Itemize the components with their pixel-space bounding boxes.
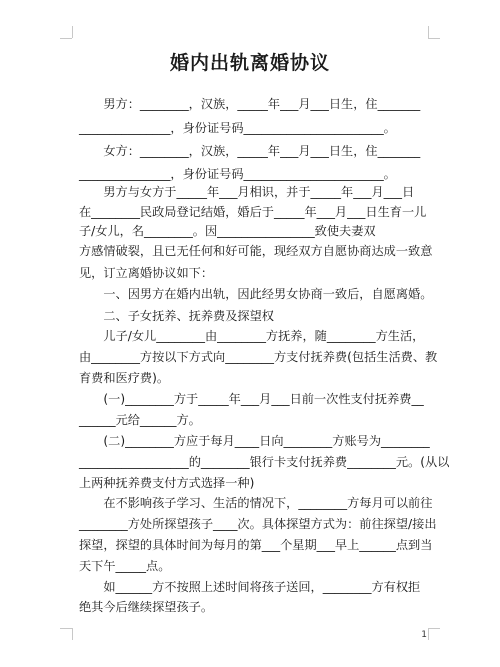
text-line: ________方处所探望孩子____次。具体探望方式为：前往探望/接出 <box>79 517 437 531</box>
text-line: 男方：________，汉族，_____年___月___日生，住_______ <box>79 97 421 111</box>
text-line: 儿子/女儿________由________方抚养，随________方生活， <box>79 329 425 343</box>
text-line: 在不影响孩子学习、生活的情况下，________方每月可以前往 <box>79 496 433 510</box>
crop-mark-top-right-v <box>428 26 429 38</box>
text-line: 男方与女方于_____年___月相识，并于_____年___月___日 <box>79 185 415 199</box>
text-line: __________________的________银行卡支付抚养费________元。(从以 <box>79 455 450 469</box>
text-line: ______元给______方。 <box>79 413 201 427</box>
crop-mark-top-left-v <box>72 26 73 38</box>
document-title: 婚内出轨离婚协议 <box>169 52 330 74</box>
crop-mark-bottom-right-v <box>428 628 429 640</box>
crop-mark-bottom-right-h <box>428 628 440 629</box>
text-line: 一、因男方在婚内出轨，因此经男女协商一致后，自愿离婚。 <box>79 287 433 301</box>
crop-mark-bottom-left-v <box>72 628 73 640</box>
text-line: 女方：________，汉族，_____年___月___日生，住_______ <box>79 144 421 158</box>
text-line: 子/女儿，名________。因________________致使夫妻双 <box>79 224 376 238</box>
text-line: 上两种抚养费支付方式选择一种) <box>79 476 255 490</box>
text-line: 二、子女抚养、抚养费及探望权 <box>79 309 274 323</box>
text-line: 天下午_____点。 <box>79 559 171 573</box>
crop-mark-bottom-left-h <box>60 628 72 629</box>
crop-mark-top-left-h <box>60 38 72 39</box>
text-line: 育费和医疗费)。 <box>79 371 170 385</box>
crop-mark-top-right-h <box>428 38 440 39</box>
page-number: 1 <box>421 630 427 640</box>
text-line: _______________，身份证号码_______________________。 <box>79 121 396 135</box>
text-line: 由________方按以下方式向________方支付抚养费(包括生活费、教 <box>79 350 438 364</box>
text-line: 见，订立离婚协议如下： <box>79 266 214 280</box>
text-line: _______________，身份证号码_______________________。 <box>79 167 396 181</box>
text-line: (二)________方应于每月____日向________方账号为________ <box>79 434 430 448</box>
text-line: 探望，探望的具体时间为每月的第___个星期___早上______点到当 <box>79 538 433 552</box>
text-line: 绝其今后继续探望孩子。 <box>79 600 214 614</box>
text-line: 如______方不按照上述时间将孩子送回，________方有权拒 <box>79 580 421 594</box>
text-line: (一)________方于_____年___月___日前一次性支付抚养费__ <box>79 392 424 406</box>
text-line: 在________民政局登记结婚，婚后于_____年___月___日生育一儿 <box>79 205 427 219</box>
text-line: 方感情破裂，且已无任何和好可能，现经双方自愿协商达成一致意 <box>79 244 433 258</box>
